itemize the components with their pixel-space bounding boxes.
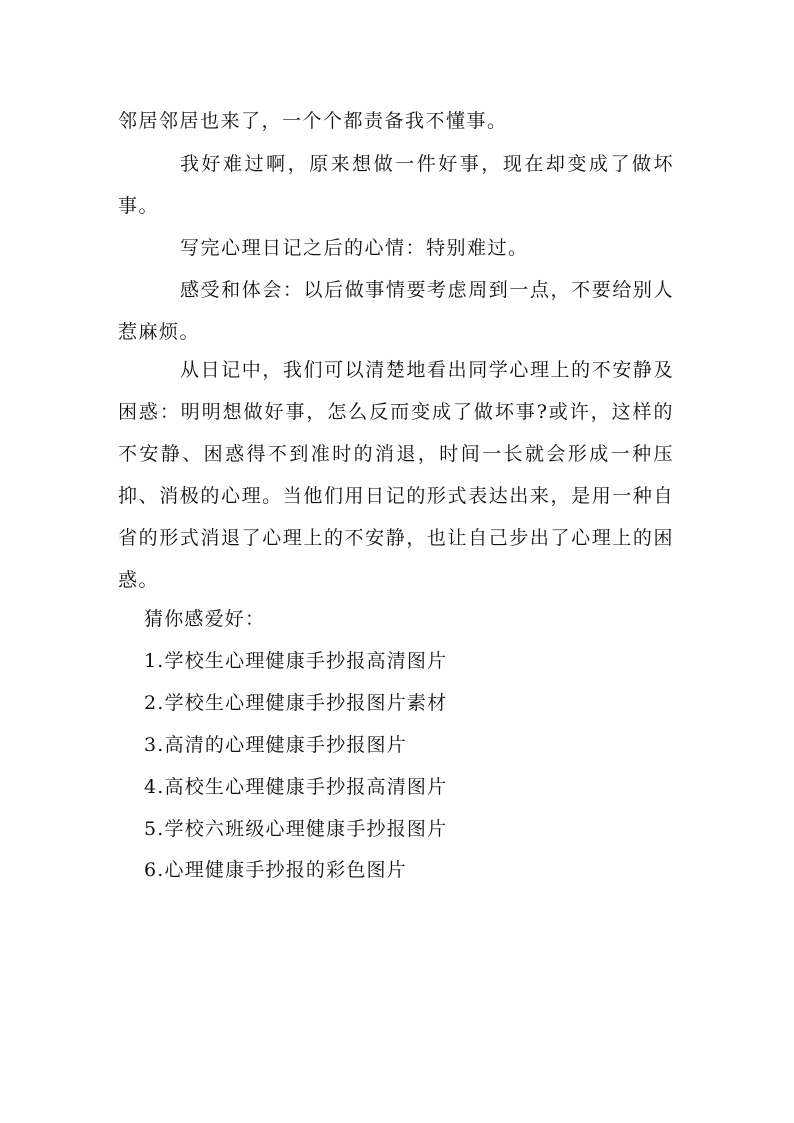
related-link-4[interactable]: 4.高校生心理健康手抄报高清图片 bbox=[144, 776, 448, 798]
paragraph-continued: 邻居邻居也来了，一个个都责备我不懂事。 bbox=[118, 110, 508, 132]
related-link-5[interactable]: 5.学校六班级心理健康手抄报图片 bbox=[144, 818, 448, 840]
related-title: 猜你感爱好： bbox=[144, 608, 266, 630]
related-link-1[interactable]: 1.学校生心理健康手抄报高清图片 bbox=[144, 650, 448, 672]
related-link-2[interactable]: 2.学校生心理健康手抄报图片素材 bbox=[144, 692, 448, 714]
paragraph-feelings: 感受和体会：以后做事情要考虑周到一点，不要给别人惹麻烦。 bbox=[118, 279, 674, 343]
paragraph-sad: 我好难过啊，原来想做一件好事，现在却变成了做坏事。 bbox=[118, 153, 674, 217]
related-link-6[interactable]: 6.心理健康手抄报的彩色图片 bbox=[144, 859, 407, 881]
paragraph-mood: 写完心理日记之后的心情：特别难过。 bbox=[180, 237, 529, 259]
related-link-3[interactable]: 3.高清的心理健康手抄报图片 bbox=[144, 734, 407, 756]
paragraph-analysis: 从日记中，我们可以清楚地看出同学心理上的不安静及困惑：明明想做好事，怎么反而变成了做坏事?或许，这样的不安静、困惑得不到准时的消退，时间一长就会形成一种压抑、消极的心理。当他们用日记的形式表达出来，是用一种自省的形式消退了心理上的不安静，也让自己步出了心理上的困惑。 bbox=[118, 359, 674, 591]
